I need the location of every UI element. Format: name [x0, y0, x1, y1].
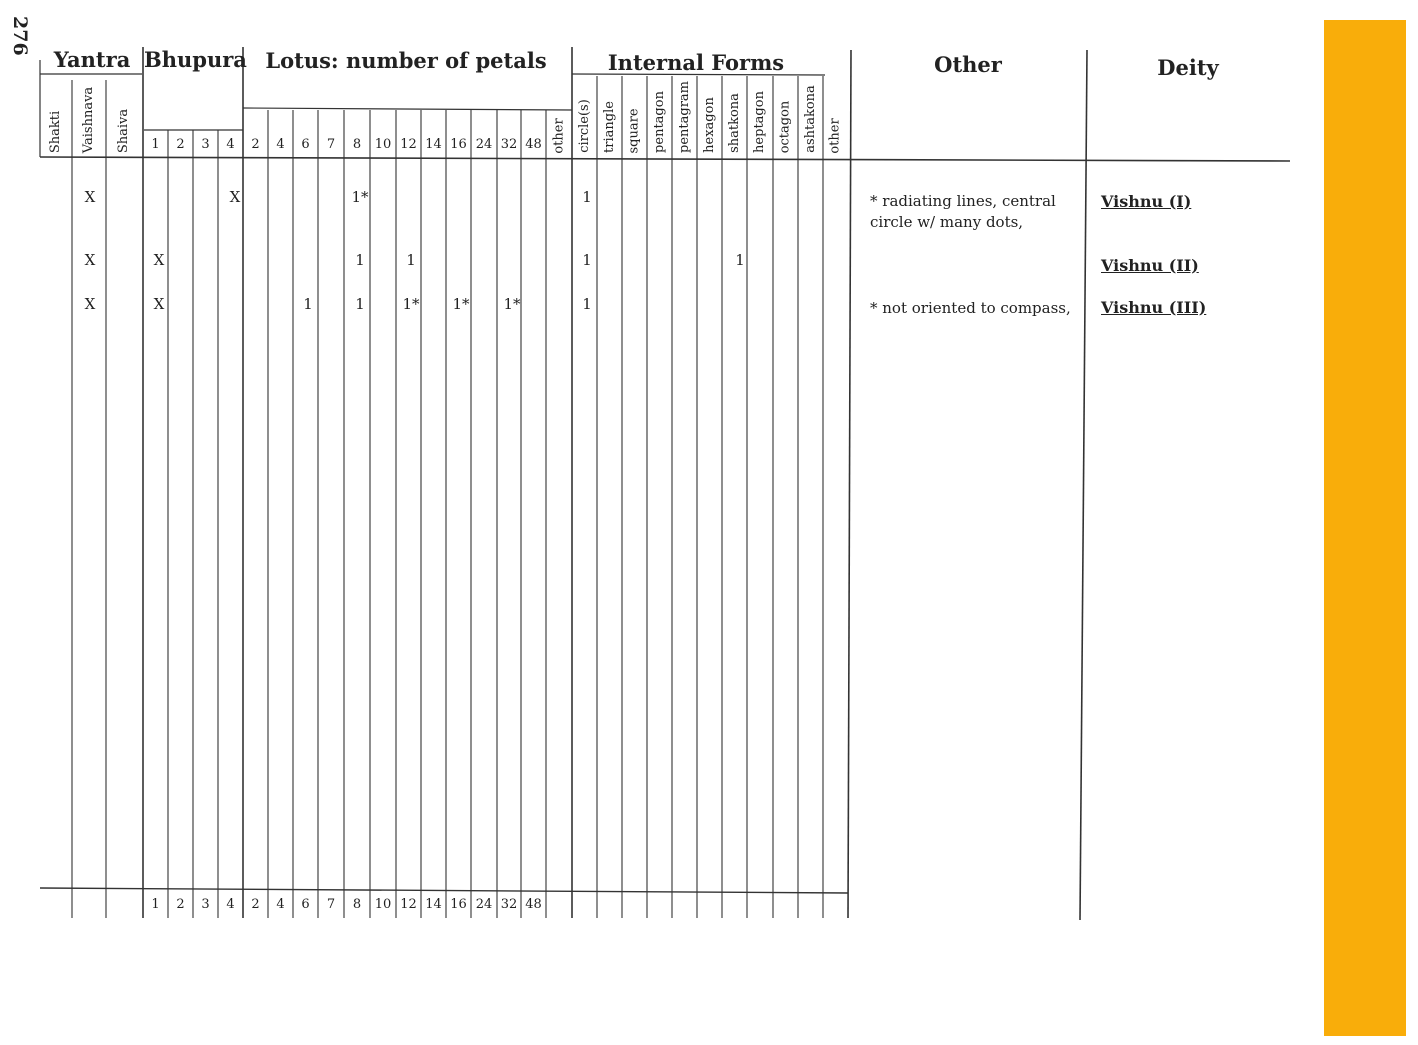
lotus-bottom-32: 32 [500, 897, 518, 912]
bhupura-top-3: 3 [201, 137, 210, 152]
lotus-bottom-16: 16 [450, 897, 467, 912]
lotus-top-4: 4 [276, 137, 285, 152]
bhupura-top-2: 2 [176, 137, 185, 152]
internal-form-shatkona: shatkona [726, 93, 742, 153]
cell-row-2-circle: 1 [582, 251, 592, 269]
bhupura-top-4: 4 [226, 137, 235, 152]
yantra-type-vaishnava: Vaishnava [81, 86, 97, 154]
bhupura-bottom-3: 3 [201, 897, 210, 912]
lotus-top-6: 6 [301, 137, 310, 152]
cell-row-1-Vaishnava: X [84, 188, 96, 206]
cell-row-3-lotus-32: 1* [503, 295, 521, 313]
internal-form-circles: circle(s) [576, 99, 592, 153]
cell-row-3-Vaishnava: X [84, 295, 96, 313]
lotus-other-label: other [551, 117, 567, 154]
cell-row-3-circle: 1 [582, 295, 592, 313]
header-rule [40, 157, 1290, 161]
cell-row-2-shatkona: 1 [735, 251, 745, 269]
lotus-top-16: 16 [450, 137, 467, 152]
lotus-bottom-10: 10 [374, 897, 392, 912]
bhupura-bottom-2: 2 [176, 897, 185, 912]
lotus-top-10: 10 [374, 137, 392, 152]
other-note-row-3: * not oriented to compass, [870, 299, 1071, 317]
header-bhupura: Bhupura [144, 47, 247, 72]
lotus-bottom-48: 48 [525, 897, 542, 912]
header-internal-forms: Internal Forms [607, 50, 785, 75]
internal-form-other: other [827, 117, 843, 154]
cell-row-1-lotus-8: 1* [351, 188, 369, 206]
internal-form-triangle: triangle [601, 101, 617, 153]
footer-rule [40, 888, 848, 893]
cell-row-3-lotus-16: 1* [452, 295, 470, 313]
internal-form-heptagon: heptagon [751, 91, 767, 153]
cell-row-2-bhupura-1: X [153, 251, 165, 269]
deity-row-2: Vishnu (II) [1101, 256, 1199, 275]
group-divider [848, 50, 851, 918]
yantra-type-shaiva: Shaiva [116, 108, 132, 154]
header-yantra: Yantra [53, 47, 131, 72]
internal-form-square: square [626, 107, 642, 154]
header-deity: Deity [1157, 55, 1219, 80]
lotus-bottom-2: 2 [251, 897, 260, 912]
internal-form-pentagram: pentagram [676, 81, 692, 153]
lotus-top-14: 14 [425, 137, 442, 152]
cell-row-2-lotus-12: 1 [406, 251, 416, 269]
cell-row-2-Vaishnava: X [84, 251, 96, 269]
bhupura-bottom-4: 4 [226, 897, 235, 912]
lotus-bottom-7: 7 [326, 897, 336, 912]
header-other: Other [934, 52, 1002, 77]
bhupura-top-1: 1 [151, 137, 160, 152]
cell-row-3-bhupura-1: X [153, 295, 165, 313]
lotus-top-24: 24 [475, 137, 493, 152]
cell-row-3-lotus-8: 1 [355, 295, 365, 313]
internal-form-octagon: octagon [777, 100, 793, 153]
lotus-top-48: 48 [525, 137, 542, 152]
lotus-bottom-14: 14 [425, 897, 442, 912]
deity-row-3: Vishnu (III) [1101, 298, 1207, 317]
lotus-top-12: 12 [400, 137, 417, 152]
header-lotus: Lotus: number of petals [265, 48, 547, 73]
cell-row-1-bhupura-4: X [229, 188, 241, 206]
lotus-bottom-12: 12 [400, 897, 417, 912]
internal-form-hexagon: hexagon [701, 97, 717, 153]
internal-form-pentagon: pentagon [651, 91, 667, 153]
bhupura-bottom-1: 1 [151, 897, 160, 912]
cell-row-3-lotus-6: 1 [303, 295, 313, 313]
cell-row-1-circle: 1 [582, 188, 592, 206]
lotus-bottom-8: 8 [352, 897, 362, 912]
page-number: 276 [9, 16, 31, 56]
lotus-bottom-4: 4 [276, 897, 285, 912]
lotus-top-7: 7 [326, 137, 336, 152]
group-divider [1080, 50, 1087, 920]
lotus-bottom-24: 24 [475, 897, 493, 912]
cell-row-3-lotus-12: 1* [402, 295, 420, 313]
other-note-row-1: * radiating lines, central circle w/ many dots, [870, 192, 1056, 231]
lotus-top-2: 2 [251, 137, 260, 152]
lotus-header-rule [243, 108, 572, 110]
deity-row-1: Vishnu (I) [1101, 192, 1192, 211]
cell-row-2-lotus-8: 1 [355, 251, 365, 269]
internal-form-ashtakona: ashtakona [802, 85, 818, 153]
lotus-bottom-6: 6 [301, 897, 310, 912]
yantra-type-shakti: Shakti [48, 110, 64, 154]
lotus-top-32: 32 [500, 137, 518, 152]
lotus-top-8: 8 [352, 137, 362, 152]
